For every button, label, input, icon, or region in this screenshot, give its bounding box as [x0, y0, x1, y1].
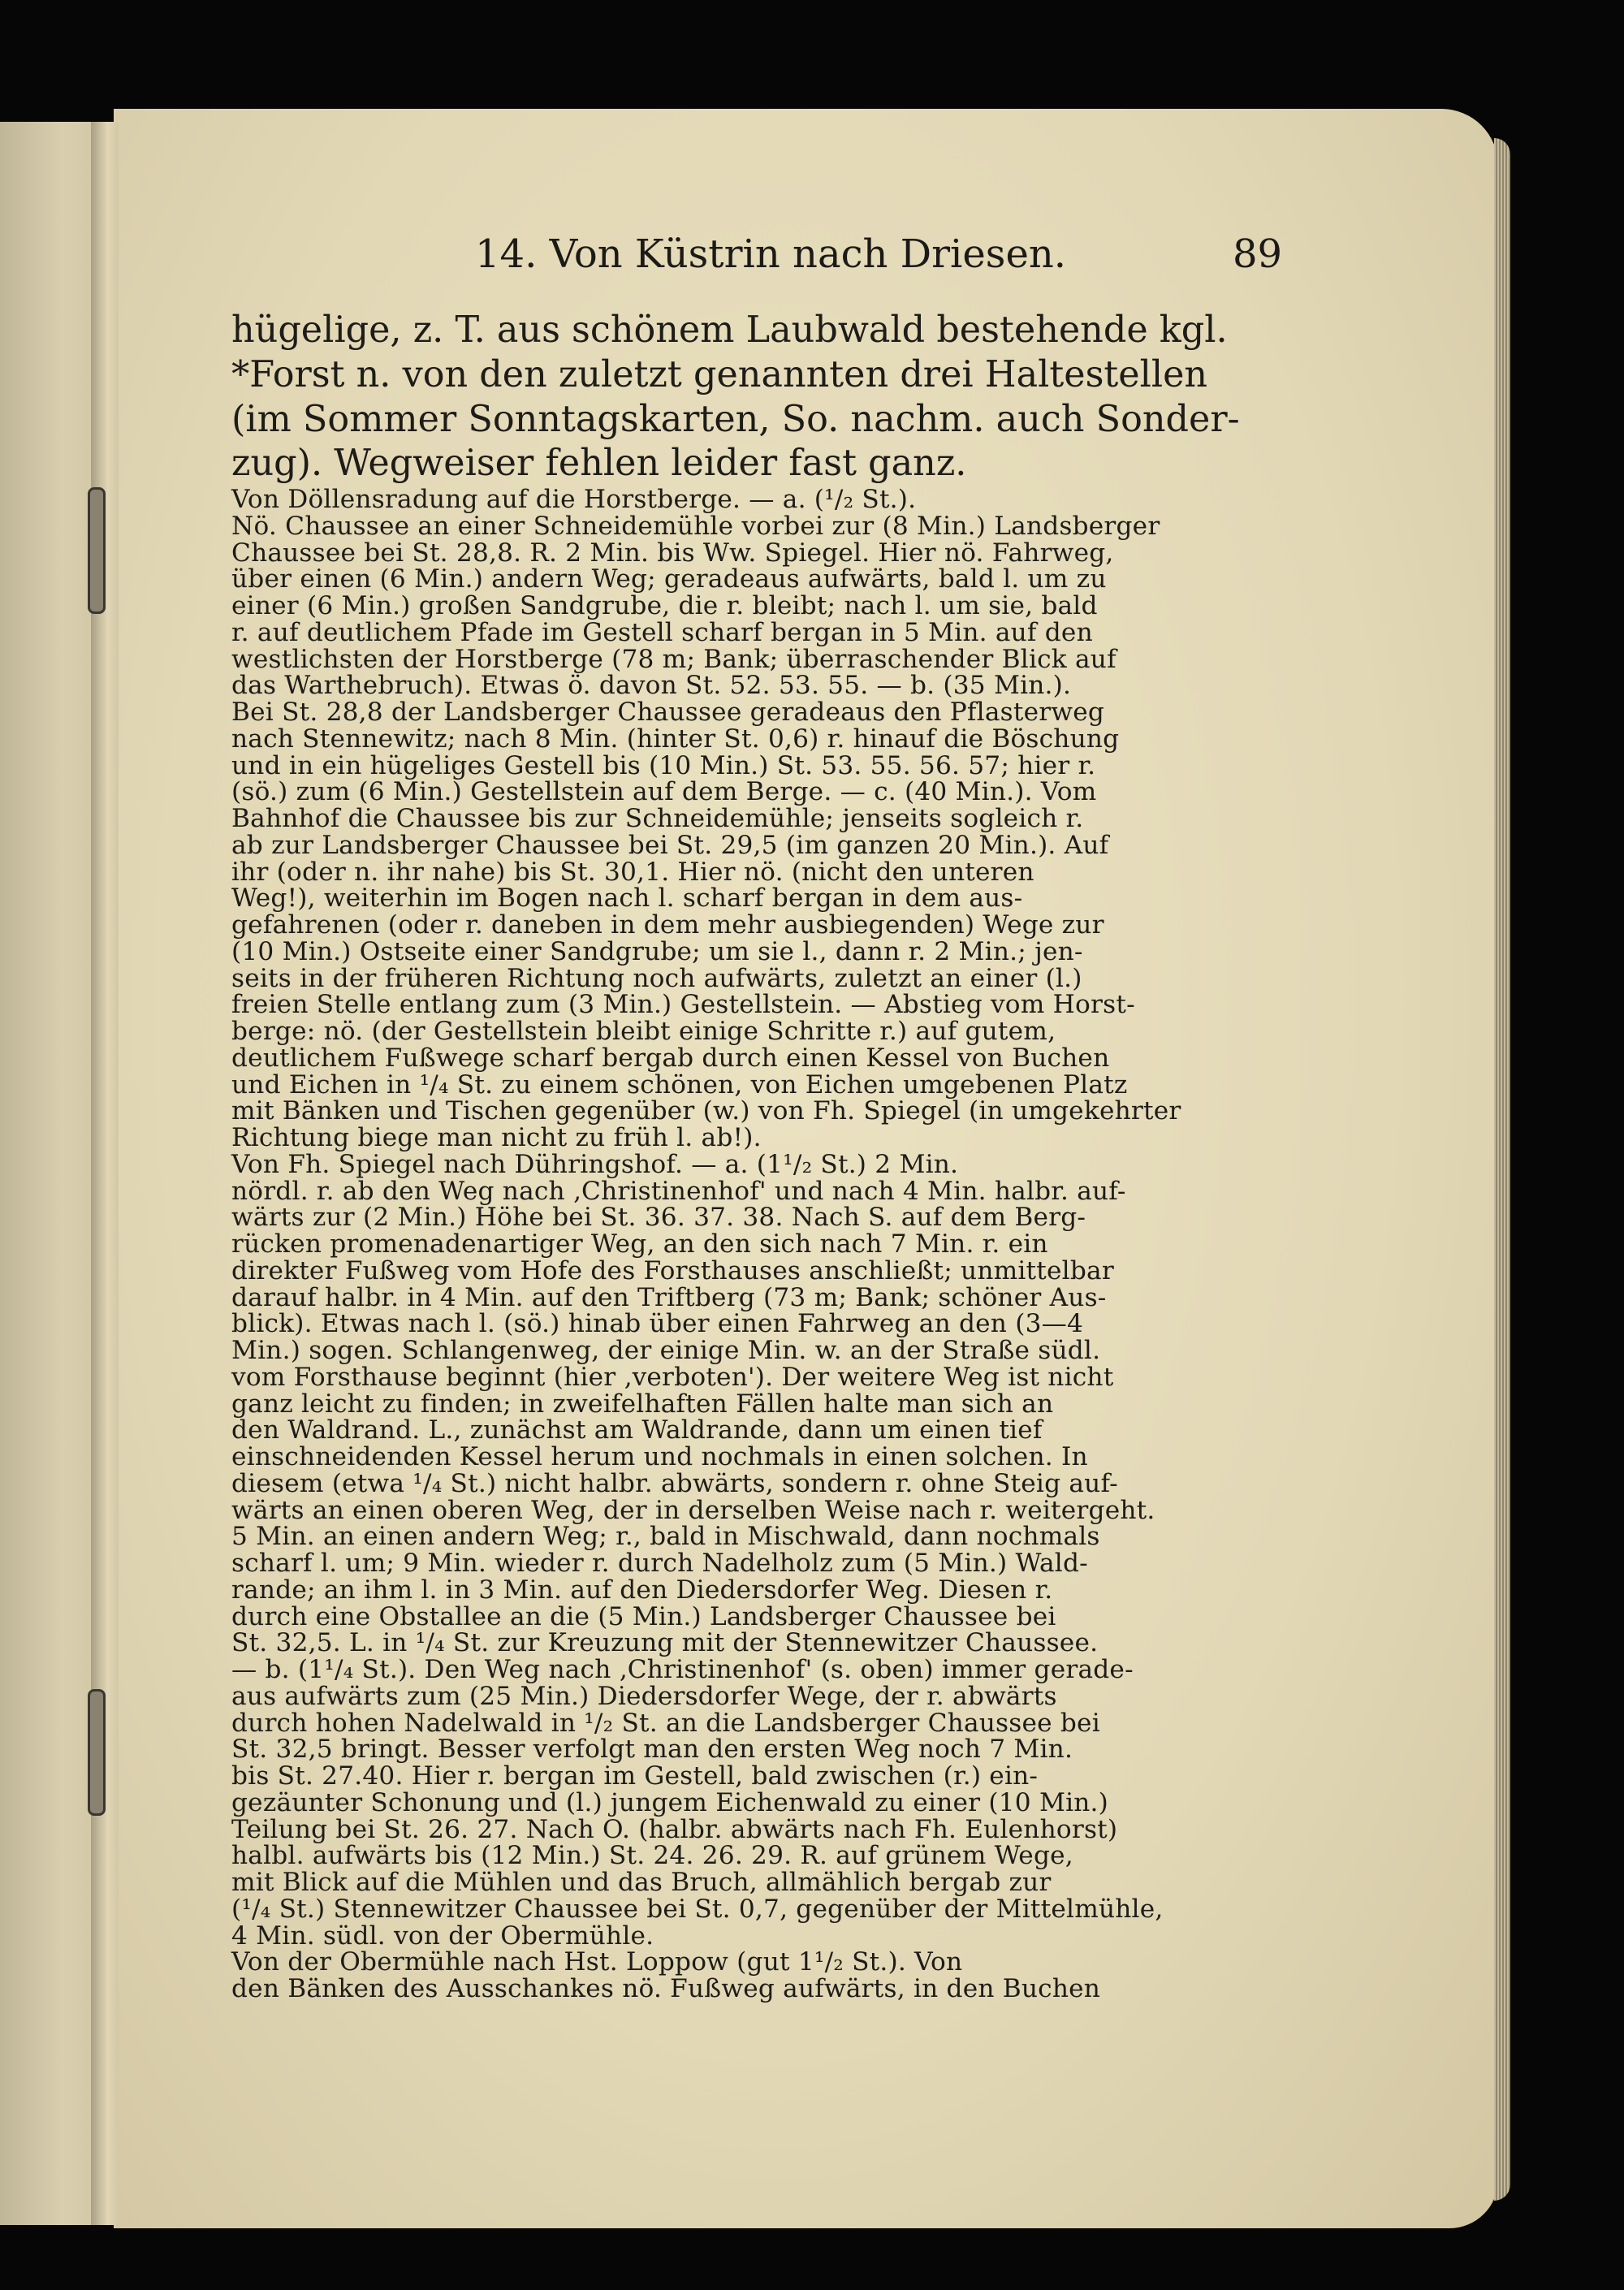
- body-text: [231, 309, 1267, 2003]
- text-line: zug). Wegweiser fehlen leider fast ganz.: [231, 443, 967, 485]
- text-line: direkter Fußweg vom Hofe des Forsthauses anschließt; unmittelbar: [231, 1255, 1114, 1285]
- text-line: ab zur Landsberger Chaussee bei St. 29,5 (im ganzen 20 Min.). Auf: [231, 830, 1109, 860]
- text-line: Nö. Chaussee an einer Schneidemühle vorbei zur (8 Min.) Landsberger: [231, 511, 1160, 541]
- text-line: und Eichen in ¹/₄ St. zu einem schönen, von Eichen umgebenen Platz: [231, 1069, 1128, 1100]
- text-line: berge: nö. (der Gestellstein bleibt einige Schritte r.) auf gutem,: [231, 1017, 1056, 1047]
- text-line: blick). Etwas nach l. (sö.) hinab über einen Fahrweg an den (3—4: [231, 1309, 1084, 1339]
- text-line: (im Sommer Sonntagskarten, So. nachm. auch Sonder-: [231, 398, 1240, 440]
- text-line: rande; an ihm l. in 3 Min. auf den Diedersdorfer Weg. Diesen r.: [231, 1575, 1053, 1605]
- text-line: Von Döllensradung auf die Horstberge. — a. (¹/₂ St.).: [231, 485, 917, 515]
- text-line: westlichsten der Horstberge (78 m; Bank; überraschender Blick auf: [231, 644, 1116, 674]
- text-line: 4 Min. südl. von der Obermühle.: [231, 1921, 654, 1951]
- text-line: halbl. aufwärts bis (12 Min.) St. 24. 26. 29. R. auf grünem Wege,: [231, 1841, 1073, 1871]
- text-line: Von Fh. Spiegel nach Dühringshof. — a. (1¹/₂ St.) 2 Min.: [231, 1149, 959, 1179]
- text-line: hügelige, z. T. aus schönem Laubwald bestehende kgl.: [231, 309, 1228, 351]
- binding-staple-bottom: [88, 1689, 106, 1816]
- text-line: wärts an einen oberen Weg, der in derselben Weise nach r. weitergeht.: [231, 1495, 1155, 1525]
- text-line: den Waldrand. L., zunächst am Waldrande, dann um einen tief: [231, 1415, 1043, 1445]
- text-line: mit Bänken und Tischen gegenüber (w.) von Fh. Spiegel (in umgekehrter: [231, 1096, 1181, 1126]
- text-line: ganz leicht zu finden; in zweifelhaften Fällen halte man sich an: [231, 1389, 1054, 1419]
- text-line: Bei St. 28,8 der Landsberger Chaussee geradeaus den Pflasterweg: [231, 698, 1105, 728]
- text-line: bis St. 27.40. Hier r. bergan im Gestell, bald zwischen (r.) ein-: [231, 1761, 1039, 1791]
- text-line: vom Forsthause beginnt (hier ‚verboten'). Der weitere Weg ist nicht: [231, 1362, 1114, 1392]
- text-line: *Forst n. von den zuletzt genannten drei Haltestellen: [231, 353, 1208, 395]
- text-line: rücken promenadenartiger Weg, an den sich nach 7 Min. r. ein: [231, 1229, 1048, 1260]
- text-line: einschneidenden Kessel herum und nochmals in einen solchen. In: [231, 1442, 1088, 1472]
- text-line: durch hohen Nadelwald in ¹/₂ St. an die Landsberger Chaussee bei: [231, 1708, 1100, 1738]
- running-title: 14. Von Küstrin nach Driesen.: [475, 231, 1067, 277]
- text-line: wärts zur (2 Min.) Höhe bei St. 36. 37. 38. Nach S. auf dem Berg-: [231, 1203, 1086, 1233]
- text-line: nördl. r. ab den Weg nach ‚Christinenhof' und nach 4 Min. halbr. auf-: [231, 1176, 1126, 1206]
- text-line: gezäunter Schonung und (l.) jungem Eichenwald zu einer (10 Min.): [231, 1787, 1109, 1817]
- page-header: [0, 231, 1624, 280]
- text-line: scharf l. um; 9 Min. wieder r. durch Nadelholz zum (5 Min.) Wald-: [231, 1549, 1088, 1579]
- binding-staple-top: [88, 487, 106, 614]
- text-line: deutlichem Fußwege scharf bergab durch einen Kessel von Buchen: [231, 1043, 1110, 1073]
- text-line: (¹/₄ St.) Stennewitzer Chaussee bei St. 0,7, gegenüber der Mittelmühle,: [231, 1894, 1164, 1924]
- text-line: 5 Min. an einen andern Weg; r., bald in Mischwald, dann nochmals: [231, 1522, 1100, 1552]
- text-line: gefahrenen (oder r. daneben in dem mehr ausbiegenden) Wege zur: [231, 910, 1104, 940]
- route-descriptions: [231, 486, 1267, 2003]
- text-line: aus aufwärts zum (25 Min.) Diedersdorfer Wege, der r. abwärts: [231, 1681, 1057, 1711]
- text-line: diesem (etwa ¹/₄ St.) nicht halbr. abwärts, sondern r. ohne Steig auf-: [231, 1468, 1118, 1498]
- text-line: Weg!), weiterhin im Bogen nach l. scharf bergan in dem aus-: [231, 884, 1023, 914]
- text-line: (sö.) zum (6 Min.) Gestellstein auf dem Berge. — c. (40 Min.). Vom: [231, 777, 1097, 807]
- text-line: durch eine Obstallee an die (5 Min.) Landsberger Chaussee bei: [231, 1601, 1056, 1631]
- text-line: Min.) sogen. Schlangenweg, der einige Min. w. an der Straße südl.: [231, 1336, 1101, 1366]
- text-line: mit Blick auf die Mühlen und das Bruch, allmählich bergab zur: [231, 1868, 1052, 1898]
- text-line: ihr (oder n. ihr nahe) bis St. 30,1. Hier nö. (nicht den unteren: [231, 857, 1034, 887]
- text-line: darauf halbr. in 4 Min. auf den Triftberg (73 m; Bank; schöner Aus-: [231, 1282, 1107, 1312]
- text-line: einer (6 Min.) großen Sandgrube, die r. bleibt; nach l. um sie, bald: [231, 591, 1098, 621]
- text-line: Bahnhof die Chaussee bis zur Schneidemühle; jenseits sogleich r.: [231, 804, 1084, 834]
- text-line: Teilung bei St. 26. 27. Nach O. (halbr. abwärts nach Fh. Eulenhorst): [231, 1814, 1118, 1844]
- text-line: den Bänken des Ausschankes nö. Fußweg aufwärts, in den Buchen: [231, 1974, 1101, 2004]
- page-number: 89: [1233, 231, 1283, 277]
- text-line: über einen (6 Min.) andern Weg; geradeaus aufwärts, bald l. um zu: [231, 564, 1107, 594]
- page-edges: [1494, 138, 1510, 2201]
- text-line: St. 32,5 bringt. Besser verfolgt man den ersten Weg noch 7 Min.: [231, 1735, 1073, 1765]
- text-line: freien Stelle entlang zum (3 Min.) Gestellstein. — Abstieg vom Horst-: [231, 990, 1135, 1020]
- text-line: Von der Obermühle nach Hst. Loppow (gut 1¹/₂ St.). Von: [231, 1947, 963, 1977]
- text-line: das Warthebruch). Etwas ö. davon St. 52. 53. 55. — b. (35 Min.).: [231, 671, 1072, 701]
- text-line: und in ein hügeliges Gestell bis (10 Min.) St. 53. 55. 56. 57; hier r.: [231, 750, 1096, 780]
- text-line: Richtung biege man nicht zu früh l. ab!).: [231, 1123, 762, 1153]
- text-line: nach Stennewitz; nach 8 Min. (hinter St. 0,6) r. hinauf die Böschung: [231, 724, 1120, 754]
- text-line: r. auf deutlichem Pfade im Gestell scharf bergan in 5 Min. auf den: [231, 617, 1093, 647]
- book-gutter: [91, 122, 119, 2225]
- text-line: Chaussee bei St. 28,8. R. 2 Min. bis Ww. Spiegel. Hier nö. Fahrweg,: [231, 538, 1114, 568]
- text-line: (10 Min.) Ostseite einer Sandgrube; um sie l., dann r. 2 Min.; jen-: [231, 936, 1083, 966]
- text-line: seits in der früheren Richtung noch aufwärts, zuletzt an einer (l.): [231, 963, 1082, 993]
- text-line: St. 32,5. L. in ¹/₄ St. zur Kreuzung mit der Stennewitzer Chaussee.: [231, 1628, 1099, 1658]
- text-line: — b. (1¹/₄ St.). Den Weg nach ‚Christinenhof' (s. oben) immer gerade-: [231, 1655, 1134, 1685]
